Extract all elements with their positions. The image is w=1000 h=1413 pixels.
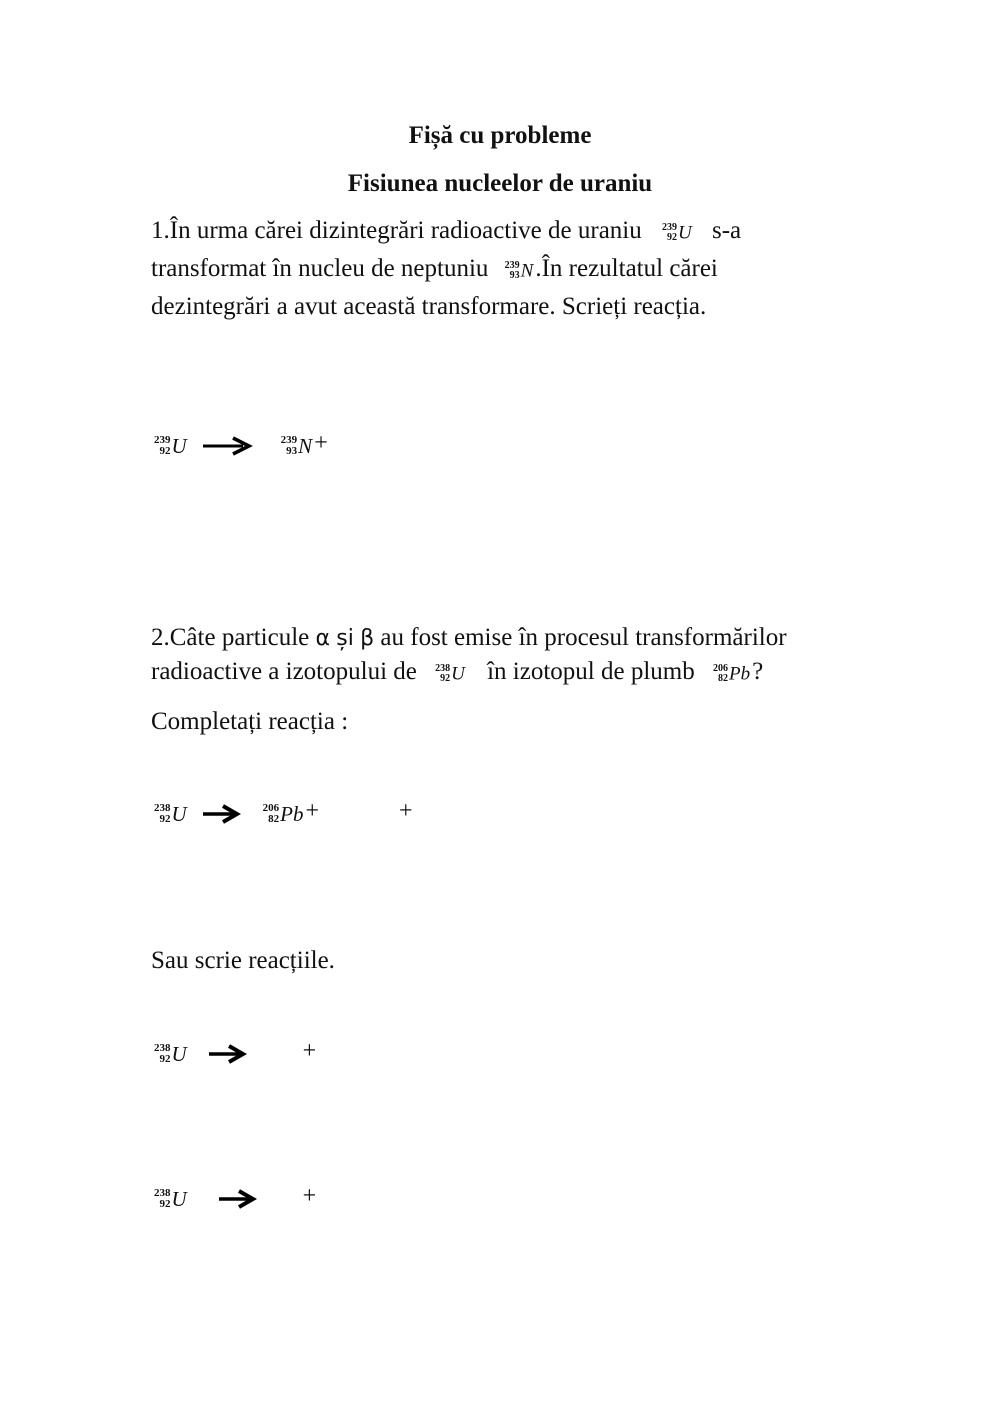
equation-1 (152, 430, 328, 459)
mass-number: 239 (280, 434, 298, 447)
mass-number: 206 (712, 662, 728, 674)
element-symbol: N (520, 259, 534, 281)
arrow-right-icon (201, 804, 241, 824)
problem1-text-b: s-a (711, 217, 742, 244)
nuclide-neptunium-239 (505, 251, 534, 290)
arrow-right-icon (217, 1189, 257, 1209)
mass-number: 238 (154, 1042, 171, 1055)
mass-number: 206 (262, 802, 280, 815)
nuclide-neptunium-239 (281, 434, 313, 459)
atomic-number: 92 (159, 813, 171, 826)
element-symbol: U (171, 1186, 187, 1211)
atomic-number: 93 (286, 445, 298, 458)
element-symbol: N (298, 433, 313, 458)
nuclide-uranium-238 (154, 1042, 187, 1067)
problem2-text-a: 2.Câte particule (151, 624, 310, 651)
nuclide-uranium-238 (154, 802, 187, 827)
problem2-instruction: Completați reacția : (151, 708, 349, 735)
problem2-line2 (151, 653, 763, 693)
element-symbol: U (171, 1041, 187, 1066)
problem1-text-a: 1.În urma cărei dizintegrări radioactive de uraniu (151, 217, 642, 244)
mass-number: 238 (435, 662, 451, 674)
atomic-number: 92 (159, 445, 171, 458)
plus-sign: + (302, 1038, 317, 1064)
equation-2 (152, 798, 413, 827)
mass-number: 239 (504, 259, 520, 271)
atomic-number: 92 (440, 672, 451, 684)
question-mark: ? (752, 658, 764, 685)
plus-sign: + (302, 1183, 317, 1209)
problem2-text-c: radioactive a izotopului de (151, 658, 417, 685)
problem2-text-b: au fost emise în procesul transformărilor (380, 624, 787, 651)
problem2-text-d: în izotopul de plumb (487, 658, 695, 685)
atomic-number: 93 (509, 269, 520, 281)
plus-sign: + (305, 798, 320, 824)
element-symbol: U (171, 801, 187, 826)
problem1-line2 (151, 250, 718, 290)
atomic-number: 82 (717, 672, 728, 684)
element-symbol: Pb (728, 662, 751, 684)
mass-number: 239 (662, 221, 677, 233)
nuclide-uranium-239 (154, 434, 187, 459)
plus-sign: + (399, 798, 413, 824)
element-symbol: U (171, 433, 187, 458)
problem1-text-d: .În rezultatul cărei (535, 255, 718, 282)
beta-symbol: β (360, 626, 375, 651)
nuclide-uranium-239 (662, 213, 692, 252)
problem3-instruction: Sau scrie reacțiile. (151, 947, 335, 974)
mass-number: 238 (154, 802, 171, 815)
equation-3 (152, 1038, 316, 1067)
nuclide-uranium-238 (435, 654, 465, 693)
nuclide-lead-206 (713, 654, 750, 693)
arrow-right-icon (207, 1044, 247, 1064)
nuclide-lead-206 (263, 802, 304, 827)
plus-sign: + (314, 430, 328, 456)
arrow-right-icon (201, 436, 253, 456)
atomic-number: 92 (667, 231, 677, 243)
page-title: Fișă cu probleme (408, 122, 592, 149)
atomic-number: 82 (268, 813, 280, 826)
mass-number: 239 (154, 434, 171, 447)
atomic-number: 92 (159, 1053, 171, 1066)
atomic-number: 92 (159, 1198, 171, 1211)
element-symbol: U (678, 221, 692, 243)
nuclide-uranium-238 (154, 1187, 187, 1212)
element-symbol: Pb (280, 801, 304, 826)
mass-number: 238 (154, 1187, 171, 1200)
problem1-text-c: transformat în nucleu de neptuniu (151, 255, 489, 282)
problem1-line1 (151, 212, 741, 252)
problem1-line3: dezintegrări a avut această transformare. Scrieți reacția. (151, 293, 707, 320)
page-subtitle: Fisiunea nucleelor de uraniu (347, 170, 653, 197)
alpha-symbol: α (315, 626, 331, 651)
equation-4 (152, 1183, 316, 1212)
element-symbol: U (451, 662, 465, 684)
conjunction: și (336, 626, 354, 651)
